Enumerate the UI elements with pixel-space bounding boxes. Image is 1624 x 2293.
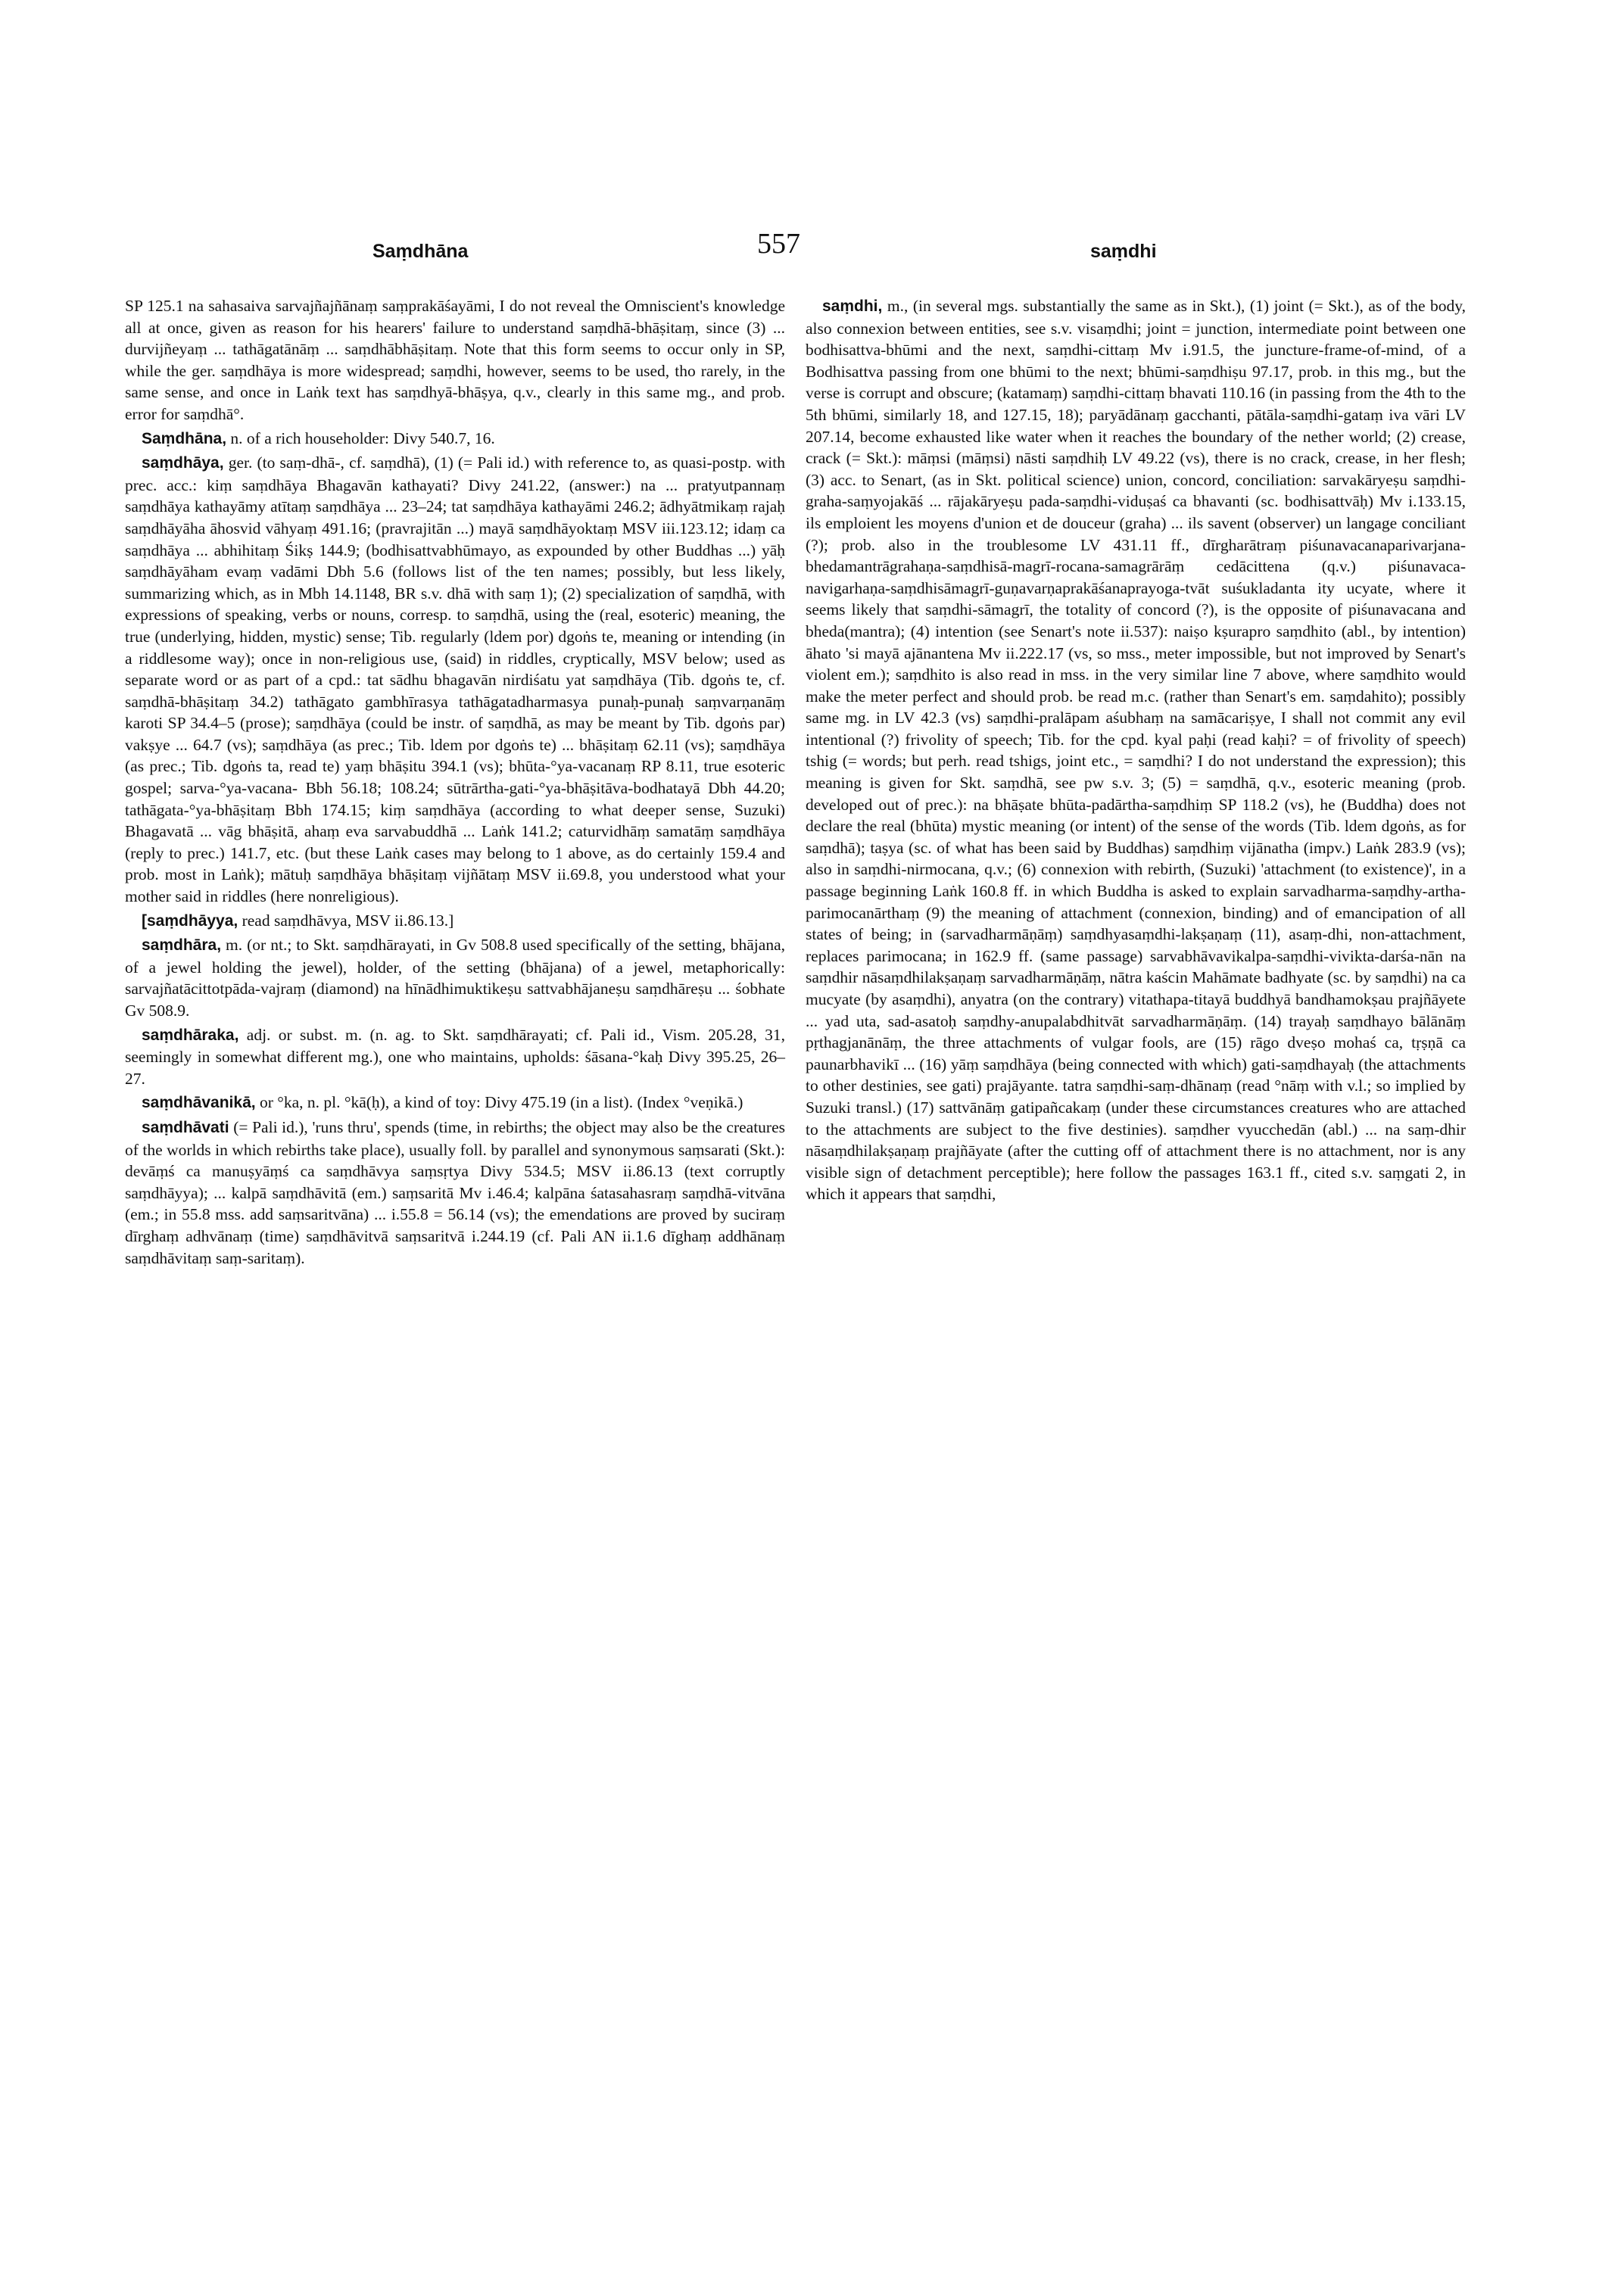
- dictionary-entry: [125, 1117, 785, 1269]
- entry-text: SP 125.1 na sahasaiva sarvajñajñānaṃ saṃprakāśayāmi, I do not reveal the Omniscient's knowledge all at once, given as reason for his hearers' failure to understand saṃdhā-bhāṣitaṃ, since (3) ... durvijñeyaṃ ... tathāgatānāṃ ... saṃdhābhāṣitaṃ. Note that this form seems to occur only in SP, while the ger. saṃdhāya is more widespread; saṃdhi, however, seems to be used, tho rarely, in the same sense, and once in Laṅk text has saṃdhyā-bhāṣya, q.v., clearly in this same mg., and prob. error for saṃdhā°.: [125, 297, 785, 423]
- dictionary-entry: [125, 910, 785, 933]
- entry-text: m., (in several mgs. substantially the same as in Skt.), (1) joint (= Skt.), as of the body, also connexion between entities, see s.v. visaṃdhi; joint = junction, intermediate point between one bodhisattva-bhūmi and the next, saṃdhi-cittaṃ Mv i.91.5, the juncture-frame-of-mind, of a Bodhisattva passing from one bhūmi to the next; bhūmi-saṃdhiṣu 97.17, prob. in this mg., but the verse is corrupt and obscure; (katamaṃ) saṃdhi-cittaṃ bhavati 110.16 (in passing from the 4th to the 5th bhūmi, similarly 18, and 127.15, 18); paryādānaṃ gacchanti, pātāla-saṃdhi-gataṃ iva vāri LV 207.14, become exhausted like water when it reaches the boundary of the nether world; (2) crease, crack (= Skt.): māṃsi (māṃsi) nāsti saṃdhiḥ LV 49.22 (vs), there is no crack, crease, in her flesh; (3) acc. to Senart, (as in Skt. political science) union, concord, conciliation: sarvakāryeṣu saṃdhi-graha-saṃyojakāś ... rājakāryeṣu pada-saṃdhi-viduṣaś ca bhavanti (sc. bodhisattvāḥ) Mv i.133.15, ils emploient les moyens d'union et de douceur (graha) ... ils savent (observer) un langage conciliant (?); prob. also in the troublesome LV 431.11 ff., dīrgharātraṃ piśunavacanaparivarjana-bhedamantrāgrahaṇa-saṃdhisā-magrī-rocana-samagrārāṃ cedācittena (q.v.) piśunavaca-navigarhaṇa-saṃdhisāmagrī-guṇavarṇaprakāśanaprayoga-tvāt suśukladanta ity ucyate, where it seems likely that saṃdhi-sāmagrī, the totality of concord (?), is the opposite of piśunavacana and bheda(mantra); (4) intention (see Senart's note ii.537): naiṣo kṣurapro saṃdhito (abl., by intention) āhato 'si mayā ajānantena Mv ii.222.17 (vs, so mss., meter impossible, but not improved by Senart's violent em.); saṃdhito is also read in mss. in the very similar line 7 above, where saṃdhito would make the meter perfect and should prob. be read m.c. (rather than Senart's em. saṃdahito); possibly same mg. in LV 42.3 (vs) saṃdhi-pralāpam aśubhaṃ na samācariṣye, I shall not commit any evil intentional (?) frivolity of speech; Tib. for the cpd. kyal paḥi (read kaḥi? = of frivolity of speech) tshig (= words; but perh. read tshigs, joint etc., = saṃdhi? I do not understand the expression); this meaning is given for Skt. saṃdhā, see pw s.v. 3; (5) = saṃdhā, q.v., esoteric meaning (prob. developed out of prec.): na bhāṣate bhūta-padārtha-saṃdhiṃ SP 118.2 (vs), he (Buddha) does not declare the real (bhūta) mystic meaning (or intent) of the sense of the words (Tib. ldem dgoṅs, as for saṃdhā); taṣya (sc. of what has been said by Buddhas) saṃdhiṃ vijānatha (impv.) Laṅk 283.9 (vs); also in saṃdhi-nirmocana, q.v.; (6) connexion with rebirth, (Suzuki) 'attachment (to existence)', in a passage beginning Laṅk 160.8 ff. in which Buddha is asked to explain sarvadharma-saṃdhy-artha-parimocanārthaṃ (9) the meaning of attachment (connexion, binding) and of emancipation of all states of being; in (sarvadharmāṇāṃ) saṃdhyasaṃdhi-lakṣaṇaṃ (11), asaṃ-dhi, non-attachment, replaces parimocana; in 162.9 ff. (same passage) sarvabhāvavikalpa-saṃdhi-vivikta-darśa-nān na saṃdhir nāsaṃdhilakṣaṇaṃ sarvadharmāṇāṃ, nātra kaścin Mahāmate badhyate (sc. by saṃdhi) na ca mucyate (by asaṃdhi), anyatra (on the contrary) vitathapa-titayā buddhyā bandhamokṣau prajñāyete ... yad uta, sad-asatoḥ saṃdhy-anupalabdhitvāt sarvadharmāṇāṃ. (14) trayaḥ saṃdhayo bālānāṃ pṛthagjanānāṃ, the three attachments of vulgar fools, are (15) rāgo dveṣo mohaś ca, tṛṣṇā ca paunarbhavikī ... (16) yāṃ saṃdhāya (being connected with which) gati-saṃdhayaḥ (the attachments to other destinies, see gati) prajāyante. tatra saṃdhi-saṃ-dhānaṃ (read °nāṃ with v.l.; so implied by Suzuki transl.) (17) sattvānāṃ gatipañcakaṃ (under these circumstances creatures who are attached to the attachments are subject to the five destinies). saṃdher vyucchedān (abl.) ... na saṃ-dhir nāsaṃdhilakṣaṇaṃ prajñāyate (after the cutting off of attachment there is no attachment, nor is any visible sign of detachment perceptible); here follow the passages 163.1 ff., cited s.v. saṃgati 2, in which it appears that saṃdhi,: [806, 297, 1466, 1204]
- running-head-right: saṃdhi: [1090, 241, 1157, 262]
- entry-headword: [saṃdhāyya,: [142, 911, 238, 930]
- page-number: 557: [757, 228, 800, 260]
- right-column: [806, 295, 1466, 1207]
- entry-headword: Saṃdhāna,: [142, 429, 227, 447]
- entry-headword: saṃdhāraka,: [142, 1026, 239, 1044]
- dictionary-entry: [806, 295, 1466, 1205]
- entry-headword: saṃdhāya,: [142, 454, 224, 472]
- dictionary-entry: [125, 934, 785, 1021]
- entry-text: ger. (to saṃ-dhā-, cf. saṃdhā), (1) (= Pali id.) with reference to, as quasi-postp. with prec. acc.: kiṃ saṃdhāya Bhagavān kathayati? Divy 241.22, (answer:) na ... pratyutpannaṃ saṃdhāya kathayāmy atītaṃ saṃdhāya ... 23–24; tat saṃdhāya kathayāmi 246.2; ādhyātmikaṃ rajaḥ saṃdhāyāha āhosvid vāhyaṃ 491.16; (pravrajitān ...) mayā saṃdhāyoktaṃ MSV iii.123.12; idaṃ ca saṃdhāya ... abhihitaṃ Śikṣ 144.9; (bodhisattvabhūmayo, as expounded by other Buddhas ...) yāḥ saṃdhāyāham evaṃ vadāmi Dbh 5.6 (follows list of the ten names; possibly, but less likely, summarizing which, as in Mbh 14.1148, BR s.v. dhā with saṃ 1); (2) specialization of saṃdhā, with expressions of speaking, verbs or nouns, corresp. to saṃdhā, using the (real, esoteric) meaning, the true (underlying, hidden, mystic) sense; Tib. regularly (ldem por) dgoṅs te, meaning or intending (in a riddlesome way); once in non-religious use, (said) in riddles, cryptically, MSV below; used as separate word or as part of a cpd.: tat sādhu bhagavān nirdiśatu yat saṃdhāya (Tib. dgoṅs te, cf. saṃdhā-bhāṣitaṃ 34.2) tathāgato gambhīrasya tathāgatadharmasya punaḥ-punaḥ saṃvarṇanāṃ karoti SP 34.4–5 (prose); saṃdhāya (could be instr. of saṃdhā, as may be meant by Tib. dgoṅs par) vakṣye ... 64.7 (vs); saṃdhāya (as prec.; Tib. ldem por dgoṅs te) ... bhāṣitaṃ 62.11 (vs); saṃdhāya (as prec.; Tib. dgoṅs ta, read te) yaṃ bhāṣitu 394.1 (vs); bhūta-°ya-vacanaṃ RP 8.11, true esoteric gospel; sarva-°ya-vacana- Bbh 56.18; 108.24; sūtrārtha-gati-°ya-bhāṣitāva-bodhatayā Dbh 44.20; tathāgata-°ya-bhāṣitaṃ Bbh 174.15; kiṃ saṃdhāya (according to what deeper sense, Suzuki) Bhagavatā ... vāg bhāṣitā, ahaṃ eva sarvabuddhā ... Laṅk 141.2; caturvidhāṃ samatāṃ saṃdhāya (reply to prec.) 141.7, etc. (but these Laṅk cases may belong to 1 above, as do certainly 159.4 and prob. most in Laṅk); mātuḥ saṃdhāya bhāṣitaṃ vijñātaṃ MSV ii.69.8, you understood what your mother said in riddles (here nonreligious).: [125, 453, 785, 906]
- running-head-left: Saṃdhāna: [372, 241, 469, 262]
- dictionary-entry: [125, 295, 785, 425]
- entry-text: or °ka, n. pl. °kā(ḥ), a kind of toy: Divy 475.19 (in a list). (Index °veṇikā.): [255, 1093, 743, 1112]
- entry-text: (= Pali id.), 'runs thru', spends (time, in rebirths; the object may also be the creatures of the worlds in which rebirths take place), usually foll. by parallel and synonymous saṃsarati (Skt.): devāṃś ca manuṣyāṃś ca saṃdhāvya saṃsṛtya Divy 534.5; MSV ii.86.13 (text corruptly saṃdhāyya); ... kalpā saṃdhāvitā (em.) saṃsaritā Mv i.46.4; kalpāna śatasahasraṃ saṃdhā-vitvāna (em.; in 55.8 mss. add saṃsaritvāna) ... i.55.8 = 56.14 (vs); the emendations are proved by suciraṃ dīrghaṃ adhvānaṃ (time) saṃdhāvitvā saṃsaritvā i.244.19 (cf. Pali AN ii.1.6 dīghaṃ addhānaṃ saṃdhāvitaṃ saṃ-saritaṃ).: [125, 1117, 785, 1267]
- entry-headword: saṃdhāvati: [142, 1118, 229, 1136]
- entry-text: m. (or nt.; to Skt. saṃdhārayati, in Gv 508.8 used specifically of the setting, bhājana, of a jewel holding the jewel), holder, of the setting (bhājana) of a jewel, metaphorically: sarvajñatācittotpāda-vajraṃ (diamond) na hīnādhimuktikeṣu sattvabhājaneṣu saṃdhāreṣu ... śobhate Gv 508.9.: [125, 936, 785, 1020]
- dictionary-entry: [125, 452, 785, 907]
- dictionary-entry: [125, 428, 785, 450]
- left-column: [125, 295, 785, 1271]
- entry-headword: saṃdhāvanikā,: [142, 1094, 256, 1112]
- dictionary-entry: [125, 1024, 785, 1090]
- entry-text: n. of a rich householder: Divy 540.7, 16.: [226, 428, 495, 447]
- entry-headword: saṃdhi,: [822, 298, 883, 315]
- entry-text: read saṃdhāvya, MSV ii.86.13.]: [238, 911, 454, 930]
- page-header: [0, 227, 1624, 273]
- entry-headword: saṃdhāra,: [142, 936, 222, 955]
- dictionary-entry: [125, 1092, 785, 1114]
- entry-text: adj. or subst. m. (n. ag. to Skt. saṃdhārayati; cf. Pali id., Vism. 205.28, 31, seemingly in somewhat different mg.), one who maintains, upholds: śāsana-°kaḥ Divy 395.25, 26–27.: [125, 1025, 785, 1088]
